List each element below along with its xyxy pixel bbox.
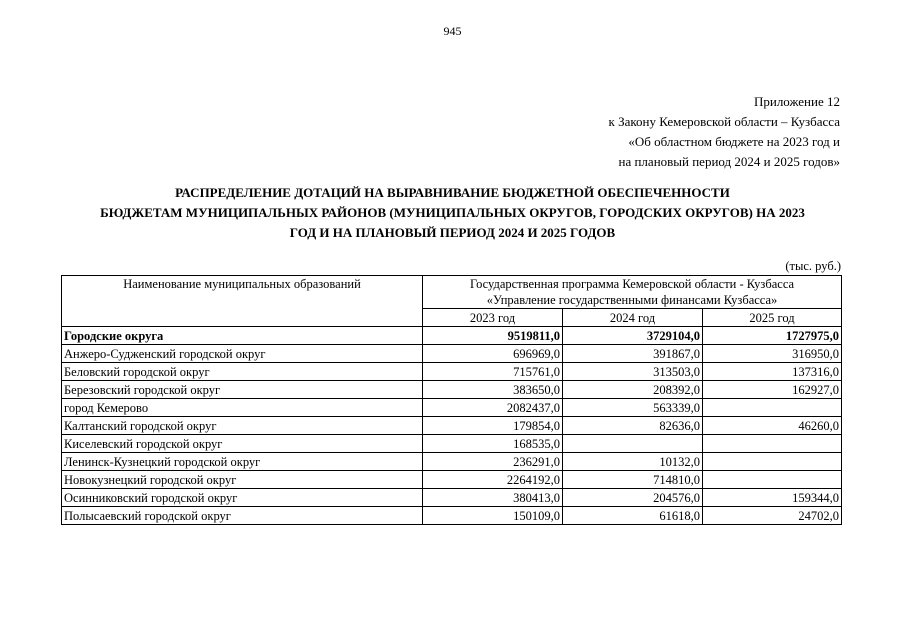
- row-value-2025: [703, 453, 842, 471]
- row-value-2023: 383650,0: [423, 381, 563, 399]
- table-row: [62, 399, 842, 417]
- header-year-2023: 2023 год: [423, 309, 563, 327]
- table-row: [62, 471, 842, 489]
- header-program-line-1: Государственная программа Кемеровской области - Кузбасса: [469, 277, 795, 291]
- row-value-2024: 3729104,0: [563, 327, 703, 345]
- row-value-2023: 150109,0: [423, 507, 563, 525]
- row-value-2024: 714810,0: [563, 471, 703, 489]
- row-value-2024: 10132,0: [563, 453, 703, 471]
- row-value-2024: 61618,0: [563, 507, 703, 525]
- row-name: Беловский городской округ: [62, 363, 423, 381]
- document-title: [40, 183, 865, 243]
- title-line-1: РАСПРЕДЕЛЕНИЕ ДОТАЦИЙ НА ВЫРАВНИВАНИЕ БЮДЖЕТНОЙ ОБЕСПЕЧЕННОСТИ: [175, 185, 730, 200]
- row-value-2024: 208392,0: [563, 381, 703, 399]
- row-name: Киселевский городской округ: [62, 435, 423, 453]
- units-label: (тыс. руб.): [785, 259, 841, 273]
- table-row: [62, 417, 842, 435]
- table-row: [62, 489, 842, 507]
- appendix-reference: [609, 92, 841, 172]
- title-line-2: БЮДЖЕТАМ МУНИЦИПАЛЬНЫХ РАЙОНОВ (МУНИЦИПАЛЬНЫХ ОКРУГОВ, ГОРОДСКИХ ОКРУГОВ) НА 2023: [100, 205, 805, 220]
- row-name: Березовский городской округ: [62, 381, 423, 399]
- row-value-2023: 236291,0: [423, 453, 563, 471]
- row-value-2023: 179854,0: [423, 417, 563, 435]
- appendix-line-4: на плановый период 2024 и 2025 годов»: [618, 154, 840, 169]
- header-program-line-2: «Управление государственными финансами Кузбасса»: [486, 293, 778, 307]
- appendix-line-3: «Об областном бюджете на 2023 год и: [628, 134, 840, 149]
- row-value-2025: 1727975,0: [703, 327, 842, 345]
- table-row: [62, 507, 842, 525]
- table-row: [62, 363, 842, 381]
- row-value-2025: [703, 435, 842, 453]
- row-name: Анжеро-Судженский городской округ: [62, 345, 423, 363]
- row-value-2024: 82636,0: [563, 417, 703, 435]
- title-line-3: ГОД И НА ПЛАНОВЫЙ ПЕРИОД 2024 И 2025 ГОДОВ: [289, 225, 616, 240]
- header-year-2024: 2024 год: [563, 309, 703, 327]
- row-value-2025: 162927,0: [703, 381, 842, 399]
- row-value-2025: 159344,0: [703, 489, 842, 507]
- row-value-2024: 313503,0: [563, 363, 703, 381]
- row-value-2023: 380413,0: [423, 489, 563, 507]
- row-value-2023: 9519811,0: [423, 327, 563, 345]
- row-value-2024: 391867,0: [563, 345, 703, 363]
- row-value-2025: 24702,0: [703, 507, 842, 525]
- subsidy-table: [61, 275, 842, 525]
- row-name: Ленинск-Кузнецкий городской округ: [62, 453, 423, 471]
- row-value-2025: [703, 471, 842, 489]
- appendix-line-2: к Закону Кемеровской области – Кузбасса: [608, 114, 840, 129]
- row-value-2025: 137316,0: [703, 363, 842, 381]
- row-value-2023: 2264192,0: [423, 471, 563, 489]
- row-name: Калтанский городской округ: [62, 417, 423, 435]
- table-row: [62, 453, 842, 471]
- row-value-2024: [563, 435, 703, 453]
- table-row-total: [62, 327, 842, 345]
- row-value-2025: 316950,0: [703, 345, 842, 363]
- row-name: Осинниковский городской округ: [62, 489, 423, 507]
- header-program: [423, 276, 842, 309]
- table-row: [62, 345, 842, 363]
- row-name: Городские округа: [62, 327, 423, 345]
- row-value-2023: 696969,0: [423, 345, 563, 363]
- row-value-2025: 46260,0: [703, 417, 842, 435]
- table-row: [62, 381, 842, 399]
- row-value-2024: 563339,0: [563, 399, 703, 417]
- header-municipality-name: Наименование муниципальных образований: [62, 276, 423, 327]
- row-value-2024: 204576,0: [563, 489, 703, 507]
- row-name: город Кемерово: [62, 399, 423, 417]
- row-value-2025: [703, 399, 842, 417]
- row-name: Новокузнецкий городской округ: [62, 471, 423, 489]
- row-value-2023: 715761,0: [423, 363, 563, 381]
- row-value-2023: 168535,0: [423, 435, 563, 453]
- header-year-2025: 2025 год: [703, 309, 842, 327]
- row-value-2023: 2082437,0: [423, 399, 563, 417]
- row-name: Полысаевский городской округ: [62, 507, 423, 525]
- appendix-line-1: Приложение 12: [753, 94, 840, 109]
- table-row: [62, 435, 842, 453]
- page-number: 945: [443, 24, 462, 38]
